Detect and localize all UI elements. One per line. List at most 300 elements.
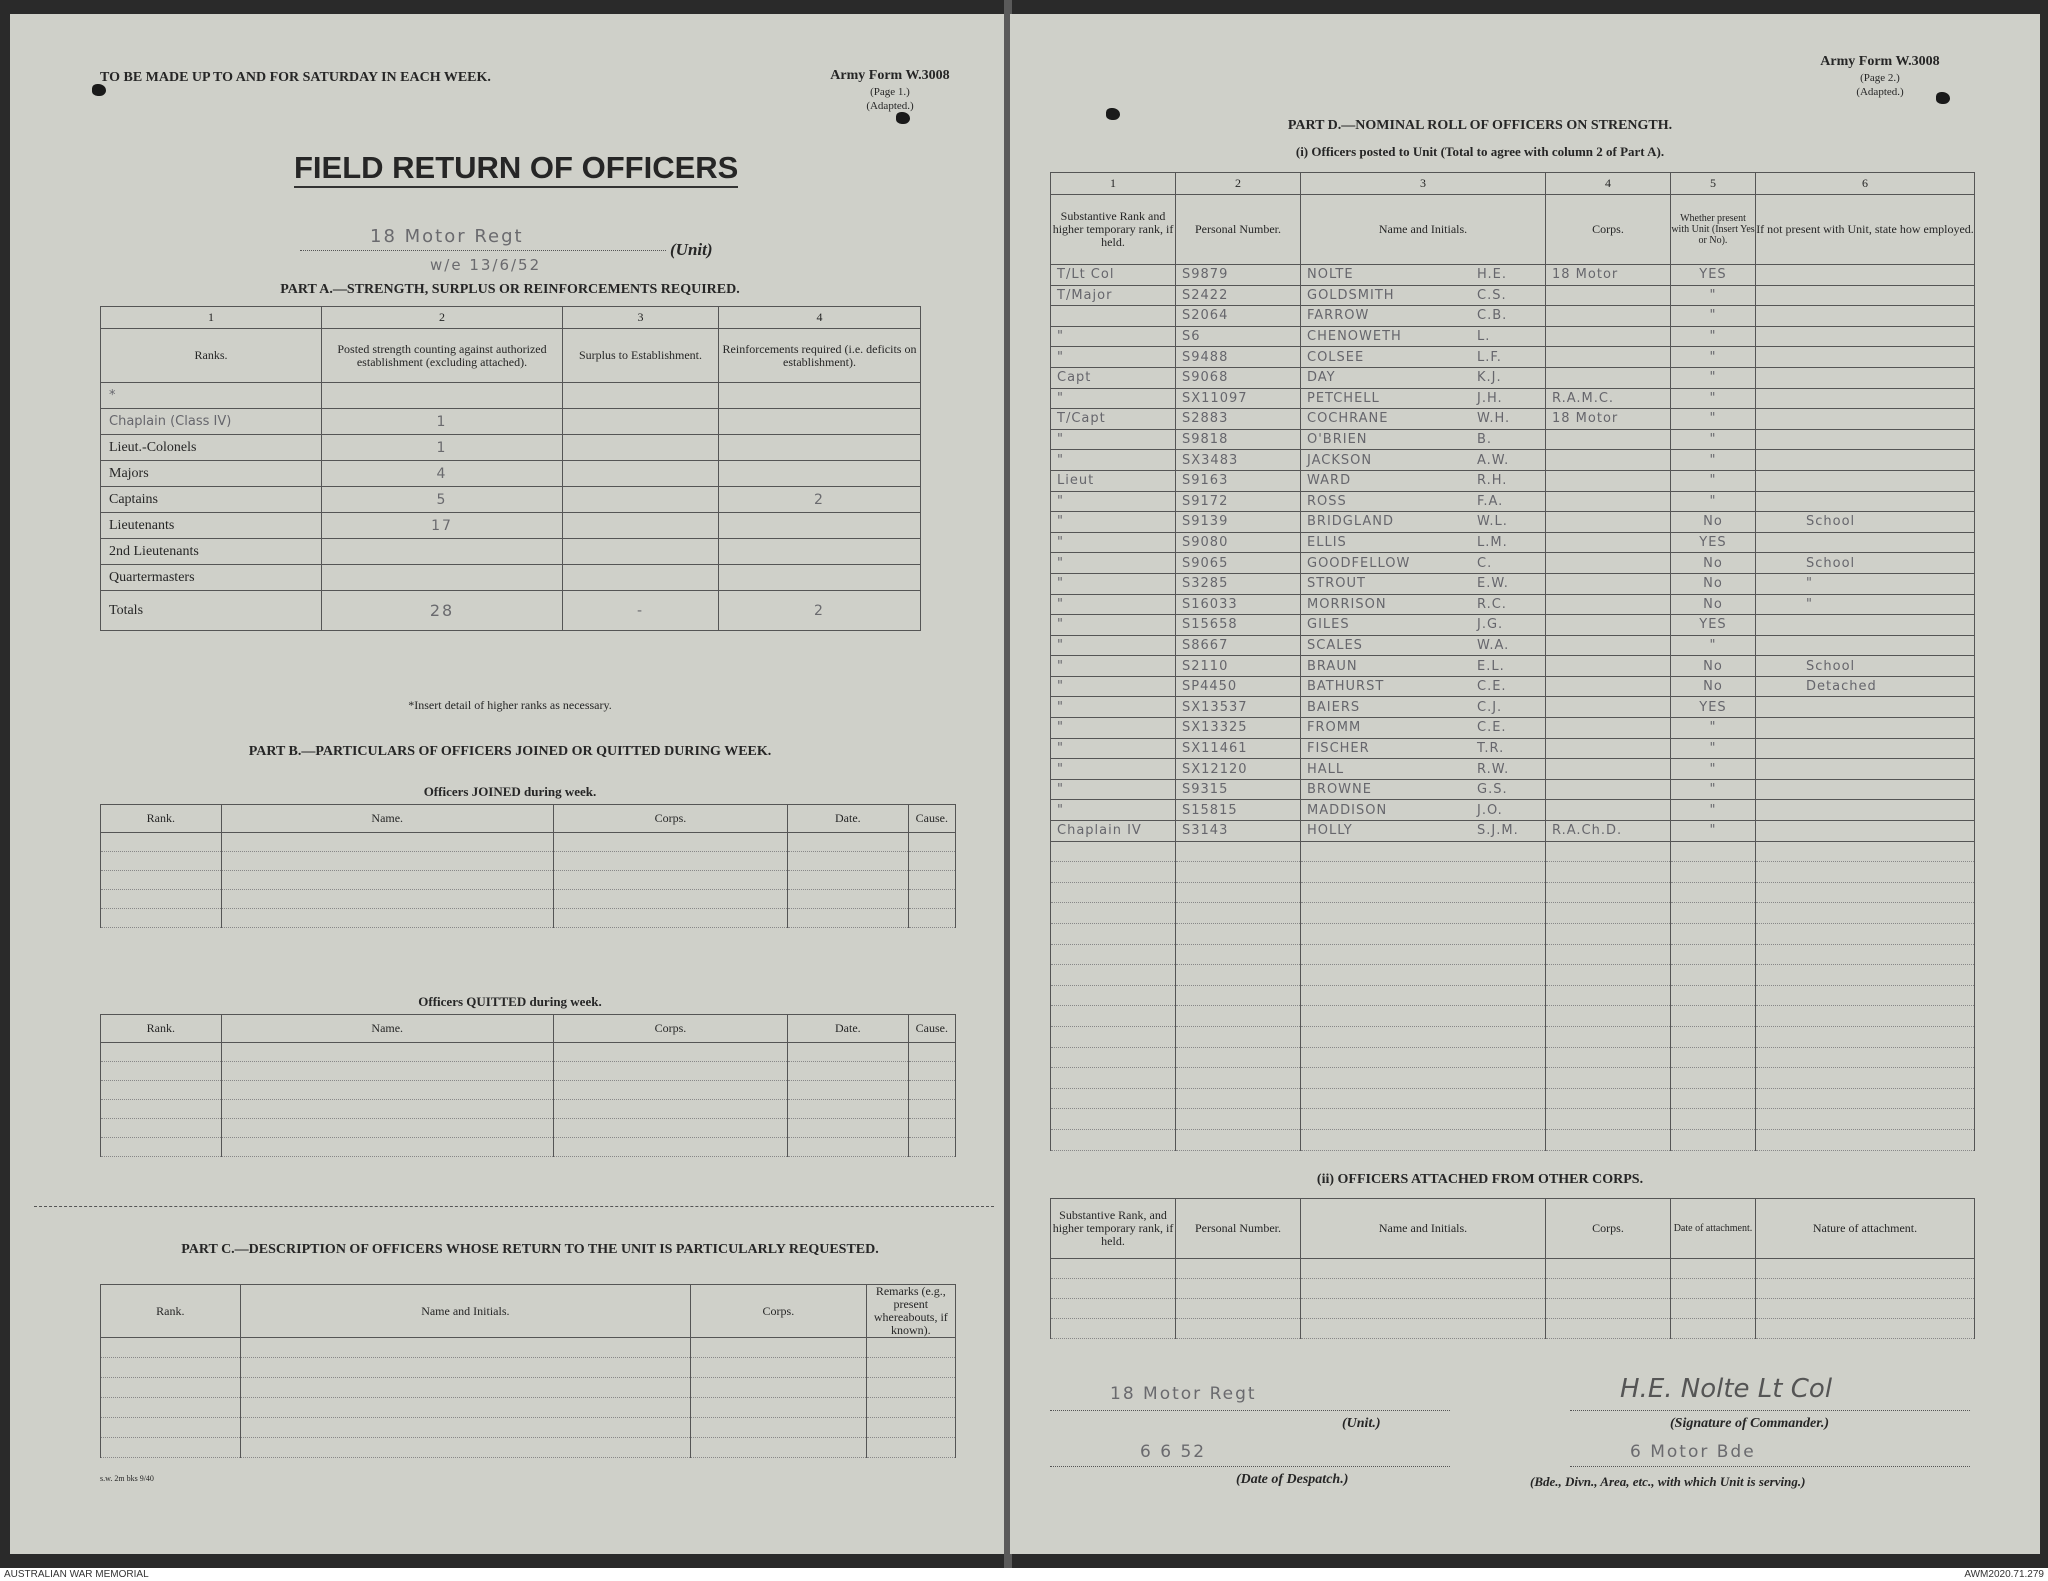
blank-cell <box>101 1119 222 1138</box>
quitted-title: Officers QUITTED during week. <box>418 994 602 1009</box>
part-c-table <box>100 1284 956 1458</box>
name-cell <box>1301 388 1546 409</box>
employment-cell: Detached <box>1756 676 1975 697</box>
blank-cell <box>101 890 222 909</box>
rank-cell: " <box>1051 491 1176 512</box>
initials: K.J. <box>1477 370 1502 386</box>
column-header: Corps. <box>553 805 787 833</box>
personal-number-cell: SX13537 <box>1176 697 1301 718</box>
corps-cell <box>1546 676 1671 697</box>
name-cell <box>1301 615 1546 636</box>
blank-cell <box>1756 862 1975 883</box>
employment-cell <box>1756 347 1975 368</box>
blank-cell <box>1756 1319 1975 1339</box>
blank-cell <box>691 1438 867 1458</box>
strength-row <box>101 487 921 513</box>
blank-cell <box>1546 1047 1671 1068</box>
blank-row <box>101 1398 956 1418</box>
footer-left: AUSTRALIAN WAR MEMORIAL <box>4 1569 149 1580</box>
roll-row <box>1051 718 1975 739</box>
corps-cell <box>1546 594 1671 615</box>
blank-cell <box>1176 1006 1301 1027</box>
employment-cell <box>1756 409 1975 430</box>
posted-cell <box>322 383 563 409</box>
blank-cell <box>1176 1129 1301 1150</box>
blank-cell <box>553 1081 787 1100</box>
blank-cell <box>553 1138 787 1157</box>
blank-cell <box>553 1043 787 1062</box>
present-cell: " <box>1671 821 1756 842</box>
attached-heading: (ii) OFFICERS ATTACHED FROM OTHER CORPS. <box>1316 1172 1644 1187</box>
present-cell: " <box>1671 409 1756 430</box>
blank-cell <box>101 1418 241 1438</box>
present-cell: YES <box>1671 615 1756 636</box>
blank-cell <box>1301 1299 1546 1319</box>
employment-cell <box>1756 821 1975 842</box>
form-page: (Page 1.) <box>870 86 910 98</box>
blank-cell <box>1301 1259 1546 1279</box>
blank-row <box>101 871 956 890</box>
present-cell: " <box>1671 388 1756 409</box>
blank-cell <box>1671 944 1756 965</box>
column-header: Name. <box>221 1015 553 1043</box>
blank-cell <box>221 890 553 909</box>
blank-cell <box>1671 1279 1756 1299</box>
blank-cell <box>101 1358 241 1378</box>
blank-cell <box>221 833 553 852</box>
posted-cell <box>322 539 563 565</box>
rank-cell: * <box>101 383 322 409</box>
blank-cell <box>221 1081 553 1100</box>
name-cell <box>1301 779 1546 800</box>
rank-cell: 2nd Lieutenants <box>101 539 322 565</box>
present-cell: " <box>1671 450 1756 471</box>
blank-cell <box>1051 924 1176 945</box>
employment-cell <box>1756 779 1975 800</box>
blank-row <box>1051 1068 1975 1089</box>
header-row <box>101 1285 956 1338</box>
blank-row <box>101 1438 956 1458</box>
column-header: Corps. <box>553 1015 787 1043</box>
blank-cell <box>1756 841 1975 862</box>
surname: MORRISON <box>1307 596 1387 612</box>
blank-cell <box>1671 1129 1756 1150</box>
reinforcements-cell <box>719 565 921 591</box>
initials: B. <box>1477 432 1493 448</box>
surname: NOLTE <box>1307 267 1354 283</box>
corps-cell <box>1546 635 1671 656</box>
blank-cell <box>101 1338 241 1358</box>
blank-cell <box>1301 1088 1546 1109</box>
quitted-table <box>100 1014 956 1157</box>
initials: G.S. <box>1477 782 1508 798</box>
column-header: Name. <box>221 805 553 833</box>
initials: C. <box>1477 555 1493 571</box>
present-cell: No <box>1671 512 1756 533</box>
name-cell <box>1301 285 1546 306</box>
blank-row <box>1051 1319 1975 1339</box>
corps-cell: 18 Motor <box>1546 409 1671 430</box>
roll-row <box>1051 676 1975 697</box>
blank-cell <box>553 871 787 890</box>
name-cell <box>1301 532 1546 553</box>
column-header: Personal Number. <box>1176 1199 1301 1259</box>
blank-cell <box>1301 862 1546 883</box>
blank-cell <box>1671 1068 1756 1089</box>
corps-cell <box>1546 615 1671 636</box>
employment-cell <box>1756 388 1975 409</box>
blank-cell <box>1671 1259 1756 1279</box>
blank-cell <box>788 1119 909 1138</box>
corps-cell <box>1546 306 1671 327</box>
part-a-heading: PART A.—STRENGTH, SURPLUS OR REINFORCEMENTS REQUIRED. <box>280 282 740 297</box>
blank-cell <box>1756 1299 1975 1319</box>
name-cell <box>1301 512 1546 533</box>
corps-cell <box>1546 326 1671 347</box>
form-adapted: (Adapted.) <box>866 100 914 112</box>
blank-cell <box>1756 1068 1975 1089</box>
initials: R.W. <box>1477 761 1510 777</box>
personal-number-cell: S9172 <box>1176 491 1301 512</box>
corps-cell <box>1546 759 1671 780</box>
officers-posted-subheading: (i) Officers posted to Unit (Total to agree with column 2 of Part A). <box>1295 144 1665 159</box>
roll-row <box>1051 821 1975 842</box>
attached-table <box>1050 1198 1975 1339</box>
blank-cell <box>908 1138 955 1157</box>
rank-cell <box>1051 306 1176 327</box>
totals-reinforcements: 2 <box>719 591 921 631</box>
col-head-reinforcements: Reinforcements required (i.e. deficits on establishment). <box>719 329 921 383</box>
unit-label: (Unit) <box>670 240 713 259</box>
blank-cell <box>1051 1047 1176 1068</box>
header-row <box>101 1015 956 1043</box>
roll-row <box>1051 697 1975 718</box>
reinforcements-cell <box>719 435 921 461</box>
blank-cell <box>1671 882 1756 903</box>
column-header: Substantive Rank and higher temporary rank, if held. <box>1051 195 1176 265</box>
surname: MADDISON <box>1307 802 1388 818</box>
blank-cell <box>1301 924 1546 945</box>
blank-row <box>101 1100 956 1119</box>
joined-table <box>100 804 956 928</box>
blank-cell <box>1051 985 1176 1006</box>
personal-number-cell: S9879 <box>1176 265 1301 286</box>
corps-cell <box>1546 697 1671 718</box>
blank-cell <box>1301 1319 1546 1339</box>
blank-row <box>1051 1279 1975 1299</box>
column-header: Rank. <box>101 805 222 833</box>
roll-row <box>1051 491 1975 512</box>
surname: SCALES <box>1307 637 1363 653</box>
corps-cell <box>1546 285 1671 306</box>
present-cell: " <box>1671 779 1756 800</box>
part-c-heading: PART C.—DESCRIPTION OF OFFICERS WHOSE RETURN TO THE UNIT IS PARTICULARLY REQUESTED. <box>181 1242 879 1257</box>
form-page: (Page 2.) <box>1860 72 1900 84</box>
strength-row <box>101 461 921 487</box>
surname: JACKSON <box>1307 452 1373 468</box>
personal-number-cell: S9139 <box>1176 512 1301 533</box>
brigade-label: (Bde., Divn., Area, etc., with which Unit is serving.) <box>1530 1474 1806 1489</box>
blank-row <box>101 890 956 909</box>
blank-cell <box>1301 1279 1546 1299</box>
initials: L. <box>1477 329 1491 345</box>
blank-cell <box>1176 965 1301 986</box>
blank-cell <box>1176 1047 1301 1068</box>
surname: FROMM <box>1307 720 1362 736</box>
surname: DAY <box>1307 370 1336 386</box>
corps-cell <box>1546 491 1671 512</box>
blank-cell <box>553 1119 787 1138</box>
blank-cell <box>1301 903 1546 924</box>
blank-cell <box>1176 1299 1301 1319</box>
initials: W.L. <box>1477 514 1508 530</box>
surname: O'BRIEN <box>1307 432 1368 448</box>
blank-cell <box>1301 985 1546 1006</box>
name-cell <box>1301 491 1546 512</box>
blank-row <box>101 1043 956 1062</box>
blank-cell <box>1176 944 1301 965</box>
blank-cell <box>1051 903 1176 924</box>
blank-cell <box>553 1062 787 1081</box>
surname: GOODFELLOW <box>1307 555 1411 571</box>
surname: STROUT <box>1307 576 1366 592</box>
column-header: Rank. <box>101 1015 222 1043</box>
personal-number-cell: SX12120 <box>1176 759 1301 780</box>
blank-cell <box>1176 1068 1301 1089</box>
surname: FISCHER <box>1307 740 1370 756</box>
blank-cell <box>101 1100 222 1119</box>
blank-cell <box>691 1378 867 1398</box>
present-cell: YES <box>1671 532 1756 553</box>
blank-cell <box>788 1100 909 1119</box>
employment-cell <box>1756 491 1975 512</box>
roll-row <box>1051 429 1975 450</box>
employment-cell: School <box>1756 512 1975 533</box>
corps-cell <box>1546 429 1671 450</box>
blank-cell <box>1176 1319 1301 1339</box>
blank-row <box>101 833 956 852</box>
blank-cell <box>101 1398 241 1418</box>
blank-cell <box>1546 1319 1671 1339</box>
surname: ELLIS <box>1307 535 1347 551</box>
initials: S.J.M. <box>1477 823 1519 839</box>
blank-cell <box>691 1398 867 1418</box>
initials: C.E. <box>1477 720 1507 736</box>
blank-cell <box>1546 965 1671 986</box>
employment-cell <box>1756 635 1975 656</box>
blank-cell <box>1051 1109 1176 1130</box>
blank-cell <box>1756 965 1975 986</box>
present-cell: No <box>1671 573 1756 594</box>
corps-cell <box>1546 718 1671 739</box>
blank-cell <box>1051 1006 1176 1027</box>
blank-cell <box>221 1043 553 1062</box>
blank-cell <box>1301 1109 1546 1130</box>
strength-row <box>101 409 921 435</box>
blank-cell <box>1546 1299 1671 1319</box>
blank-row <box>101 909 956 928</box>
blank-cell <box>691 1358 867 1378</box>
name-cell <box>1301 450 1546 471</box>
blank-cell <box>1301 841 1546 862</box>
name-cell <box>1301 470 1546 491</box>
name-cell <box>1301 409 1546 430</box>
name-cell <box>1301 676 1546 697</box>
blank-cell <box>1671 862 1756 883</box>
rank-cell: " <box>1051 594 1176 615</box>
part-d-heading: PART D.—NOMINAL ROLL OF OFFICERS ON STRENGTH. <box>1287 118 1673 133</box>
personal-number-cell: S2064 <box>1176 306 1301 327</box>
personal-number-cell: SX11461 <box>1176 738 1301 759</box>
column-header: Cause. <box>908 805 955 833</box>
blank-cell <box>691 1338 867 1358</box>
employment-cell <box>1756 367 1975 388</box>
blank-cell <box>101 852 222 871</box>
personal-number-cell: S16033 <box>1176 594 1301 615</box>
commander-signature: H.E. Nolte Lt Col <box>1620 1374 1833 1404</box>
employment-cell: " <box>1756 573 1975 594</box>
rank-cell: T/Lt Col <box>1051 265 1176 286</box>
surname: FARROW <box>1307 308 1370 324</box>
initials: E.L. <box>1477 658 1505 674</box>
personal-number-cell: SX13325 <box>1176 718 1301 739</box>
column-header: Whether present with Unit (Insert Yes or No). <box>1671 195 1756 265</box>
blank-cell <box>101 833 222 852</box>
blank-cell <box>1051 882 1176 903</box>
present-cell: " <box>1671 635 1756 656</box>
present-cell: " <box>1671 738 1756 759</box>
roll-row <box>1051 470 1975 491</box>
corps-cell <box>1546 450 1671 471</box>
initials: J.O. <box>1477 802 1503 818</box>
blank-row <box>101 1062 956 1081</box>
initials: C.E. <box>1477 679 1507 695</box>
blank-row <box>1051 1299 1975 1319</box>
roll-row <box>1051 367 1975 388</box>
initials: R.H. <box>1477 473 1508 489</box>
roll-row <box>1051 285 1975 306</box>
initials: W.H. <box>1477 411 1511 427</box>
blank-cell <box>1176 841 1301 862</box>
employment-cell <box>1756 265 1975 286</box>
roll-row <box>1051 532 1975 553</box>
blank-row <box>101 1081 956 1100</box>
employment-cell <box>1756 429 1975 450</box>
blank-cell <box>1546 903 1671 924</box>
blank-cell <box>1051 1279 1176 1299</box>
employment-cell <box>1756 306 1975 327</box>
blank-cell <box>1756 1006 1975 1027</box>
rank-cell: Chaplain IV <box>1051 821 1176 842</box>
blank-cell <box>908 1043 955 1062</box>
rank-cell: Majors <box>101 461 322 487</box>
blank-row <box>101 1138 956 1157</box>
posted-cell <box>322 565 563 591</box>
present-cell: " <box>1671 718 1756 739</box>
name-cell <box>1301 656 1546 677</box>
initials: J.H. <box>1477 390 1503 406</box>
blank-cell <box>908 1081 955 1100</box>
present-cell: YES <box>1671 265 1756 286</box>
roll-row <box>1051 800 1975 821</box>
blank-cell <box>788 1043 909 1062</box>
blank-cell <box>1546 1129 1671 1150</box>
corps-cell <box>1546 573 1671 594</box>
employment-cell <box>1756 697 1975 718</box>
surname: BRAUN <box>1307 658 1358 674</box>
employment-cell <box>1756 800 1975 821</box>
personal-number-cell: SX11097 <box>1176 388 1301 409</box>
blank-cell <box>1176 903 1301 924</box>
blank-cell <box>1671 1088 1756 1109</box>
initials: H.E. <box>1477 267 1508 283</box>
left-page <box>10 14 1006 1554</box>
blank-cell <box>1176 1026 1301 1047</box>
present-cell: " <box>1671 429 1756 450</box>
employment-cell <box>1756 285 1975 306</box>
blank-cell <box>1176 985 1301 1006</box>
reinforcements-cell: 2 <box>719 487 921 513</box>
initials: J.G. <box>1477 617 1504 633</box>
surname: HALL <box>1307 761 1345 777</box>
rank-cell: " <box>1051 429 1176 450</box>
joined-title: Officers JOINED during week. <box>423 784 597 799</box>
col-number: 3 <box>563 307 719 329</box>
header-row <box>1051 195 1975 265</box>
rank-cell: Capt <box>1051 367 1176 388</box>
initials: W.A. <box>1477 637 1510 653</box>
initials: C.S. <box>1477 287 1507 303</box>
corps-cell <box>1546 779 1671 800</box>
blank-cell <box>1301 1026 1546 1047</box>
totals-posted: 28 <box>322 591 563 631</box>
blank-cell <box>240 1438 691 1458</box>
blank-row <box>1051 1006 1975 1027</box>
rank-cell: " <box>1051 553 1176 574</box>
blank-row <box>1051 1047 1975 1068</box>
surname: BAIERS <box>1307 699 1361 715</box>
blank-row <box>1051 1129 1975 1150</box>
personal-number-cell: S3143 <box>1176 821 1301 842</box>
initials: T.R. <box>1477 740 1505 756</box>
blank-row <box>101 1418 956 1438</box>
blank-cell <box>908 833 955 852</box>
roll-row <box>1051 450 1975 471</box>
blank-row <box>1051 862 1975 883</box>
blank-cell <box>908 1100 955 1119</box>
col-number: 4 <box>719 307 921 329</box>
employment-cell: School <box>1756 656 1975 677</box>
reinforcements-cell <box>719 461 921 487</box>
blank-cell <box>101 909 222 928</box>
column-header: Personal Number. <box>1176 195 1301 265</box>
col-head-ranks: Ranks. <box>101 329 322 383</box>
blank-cell <box>221 909 553 928</box>
column-header: Cause. <box>908 1015 955 1043</box>
blank-cell <box>101 1138 222 1157</box>
blank-cell <box>240 1378 691 1398</box>
present-cell: No <box>1671 553 1756 574</box>
name-cell <box>1301 738 1546 759</box>
blank-cell <box>1051 1299 1176 1319</box>
initials: C.J. <box>1477 699 1503 715</box>
blank-cell <box>1301 1047 1546 1068</box>
blank-cell <box>221 852 553 871</box>
blank-cell <box>1671 1047 1756 1068</box>
blank-cell <box>1546 1026 1671 1047</box>
brigade-handwritten: 6 Motor Bde <box>1630 1442 1756 1462</box>
reinforcements-cell <box>719 383 921 409</box>
